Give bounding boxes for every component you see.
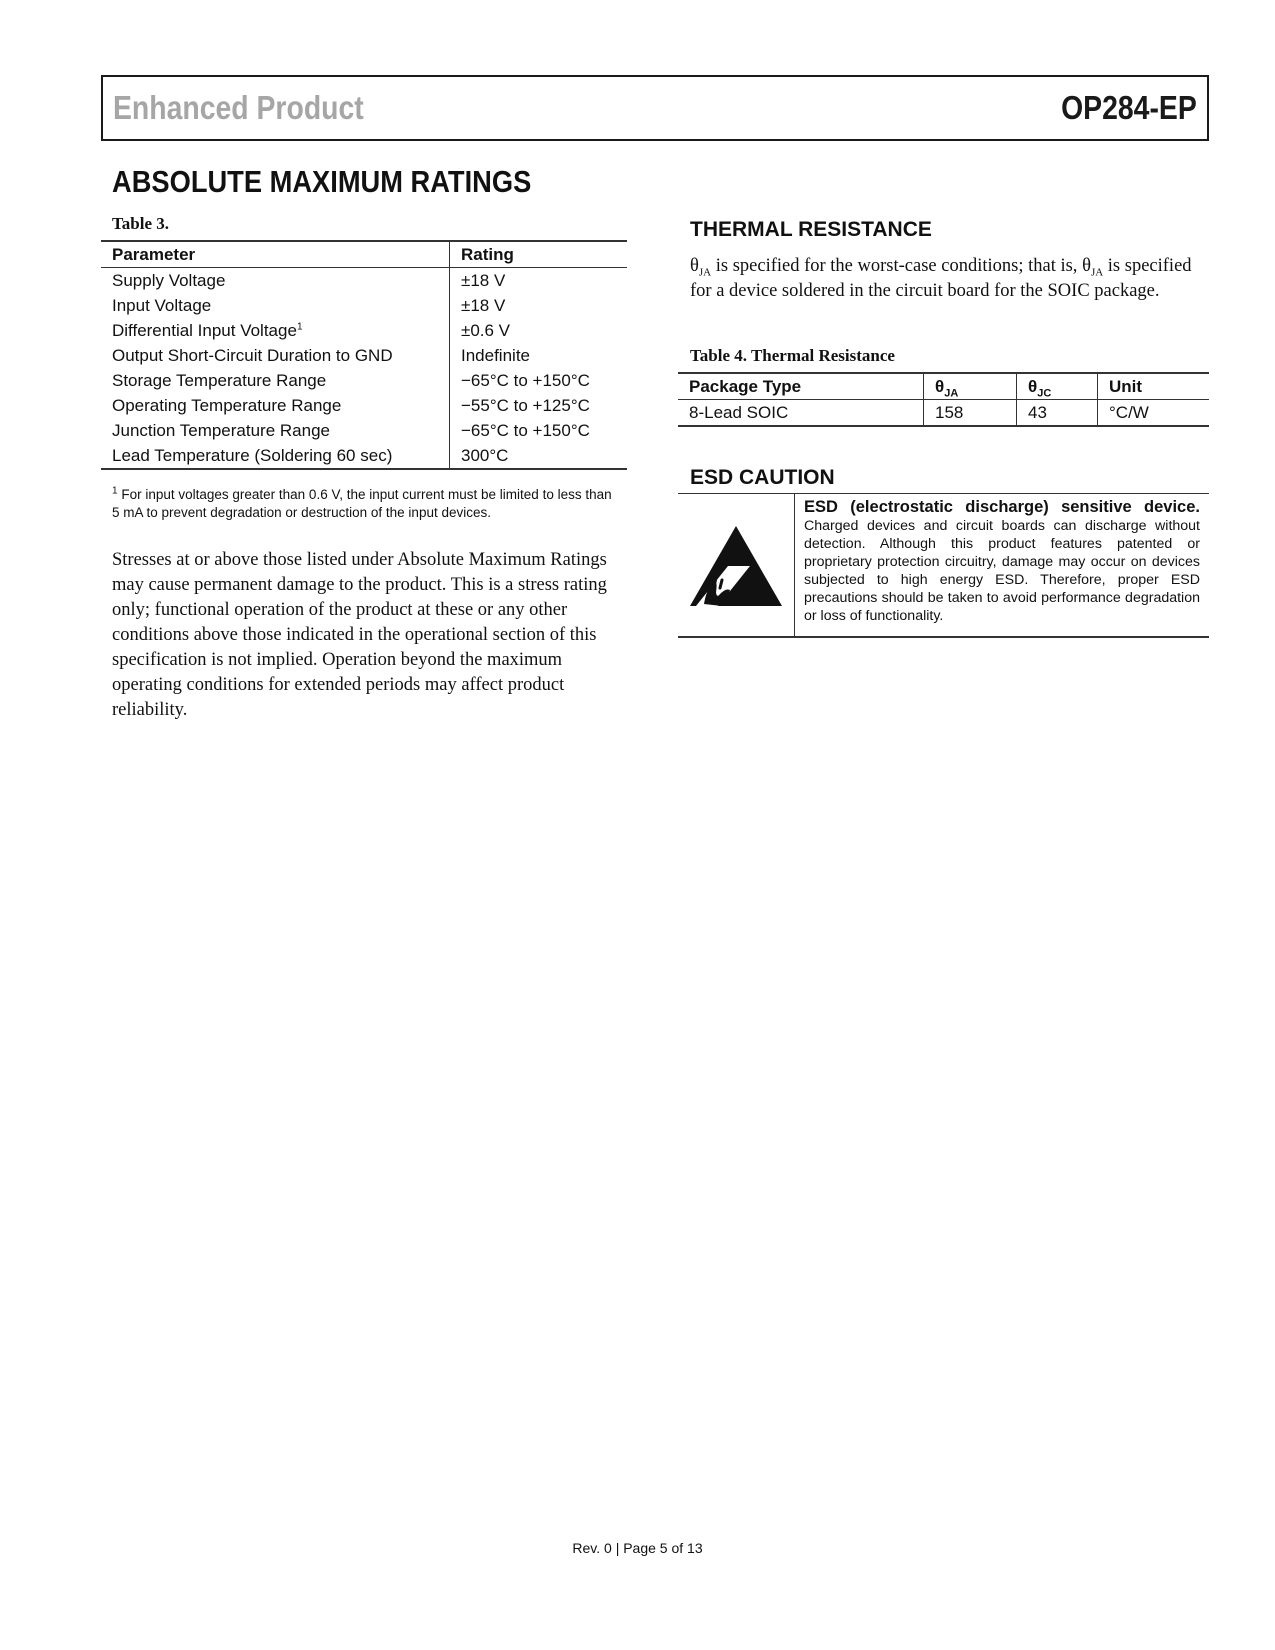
parameter-cell: Supply Voltage [101,268,450,294]
esd-body-text: Charged devices and circuit boards can discharge without detection. Although this product features patented or proprietary protection circuitry, damage may occur on devices subjected to high energy ESD. Therefore, proper ESD precautions should be taken to avoid performance degradation or loss of functionality. [804,518,1200,624]
column-header-unit: Unit [1098,373,1210,400]
table-row [678,400,1209,427]
thermal-resistance-title: THERMAL RESISTANCE [690,218,932,241]
esd-bold-text: ESD (electrostatic discharge) sensitive device. [804,498,1200,516]
rating-cell: ±0.6 V [461,321,511,340]
table-row [101,268,627,294]
parameter-cell [101,318,450,343]
page-footer: Rev. 0 | Page 5 of 13 [572,1540,703,1556]
table4-caption: Table 4. Thermal Resistance [690,346,895,365]
rating-cell: −65°C to +150°C [461,371,590,390]
abs-max-table [101,240,627,470]
thermal-text-part1: is specified for the worst-case conditions; that is, [711,256,1083,276]
theta-symbol: θ [1082,256,1091,276]
theta-subscript: JA [1090,266,1104,279]
table-header-row [101,241,627,268]
stress-paragraph: Stresses at or above those listed under Absolute Maximum Ratings may cause permanent damage to the product. This is a stress rating only; functional operation of the product at these or any other conditions above those indicated in the operational section of this specification is not implied. Operation beyond the maximum operating conditions for extended periods may affect product reliability. [112,550,607,720]
footnote-mark: 1 [112,485,118,497]
theta-jc-cell: 43 [1017,400,1098,427]
table-header-row [678,373,1209,400]
table-row [101,293,627,318]
page-header [101,75,1209,141]
unit-cell: °C/W [1098,400,1210,427]
theta-symbol: θ [690,256,699,276]
table3-caption: Table 3. [112,214,170,233]
theta-symbol: θ [1028,377,1038,396]
rating-cell: Indefinite [461,346,530,365]
table-row [101,368,627,393]
esd-warning-icon [688,522,784,610]
footnote-text: For input voltages greater than 0.6 V, the input current must be limited to less than 5 mA to prevent degradation or destruction of the input devices. [112,487,612,520]
package-cell: 8-Lead SOIC [678,400,924,427]
rating-cell: −55°C to +125°C [461,396,590,415]
table-row [101,318,627,343]
esd-caution-box [678,493,1209,638]
parameter-cell: Lead Temperature (Soldering 60 sec) [101,443,450,469]
column-header-theta-ja [924,373,1017,400]
rating-cell: −65°C to +150°C [461,421,590,440]
thermal-text-part2: is specified for a device soldered in the circuit board for the SOIC package. [690,256,1192,301]
rating-cell: ±18 V [461,296,506,315]
table-row [101,418,627,443]
parameter-cell: Input Voltage [101,293,450,318]
parameter-cell: Operating Temperature Range [101,393,450,418]
thermal-paragraph [690,254,1210,304]
header-product-line: Enhanced Product [113,89,364,126]
header-part-number: OP284-EP [1061,89,1197,126]
column-header-package: Package Type [678,373,924,400]
theta-symbol: θ [935,377,945,396]
table-row [101,393,627,418]
theta-subscript: JA [698,266,712,279]
rating-cell: ±18 V [461,271,506,290]
column-header-theta-jc [1017,373,1098,400]
table-row [101,343,627,368]
theta-ja-cell: 158 [924,400,1017,427]
esd-caution-text [804,498,1200,625]
parameter-cell: Output Short-Circuit Duration to GND [101,343,450,368]
theta-subscript: JA [944,387,959,400]
thermal-resistance-table [678,372,1209,427]
table3-footnote [112,486,622,522]
table-row [101,443,627,469]
rating-cell: 300°C [450,443,628,469]
column-header-rating: Rating [450,241,628,268]
theta-subscript: JC [1037,387,1052,400]
parameter-cell: Storage Temperature Range [101,368,450,393]
esd-caution-title: ESD CAUTION [690,466,835,489]
abs-max-title: ABSOLUTE MAXIMUM RATINGS [112,164,532,199]
column-header-parameter: Parameter [101,241,450,268]
parameter-cell: Junction Temperature Range [101,418,450,443]
esd-icon-cell [678,494,795,636]
parameter-text: Differential Input Voltage [112,321,297,340]
footnote-ref: 1 [296,321,303,333]
